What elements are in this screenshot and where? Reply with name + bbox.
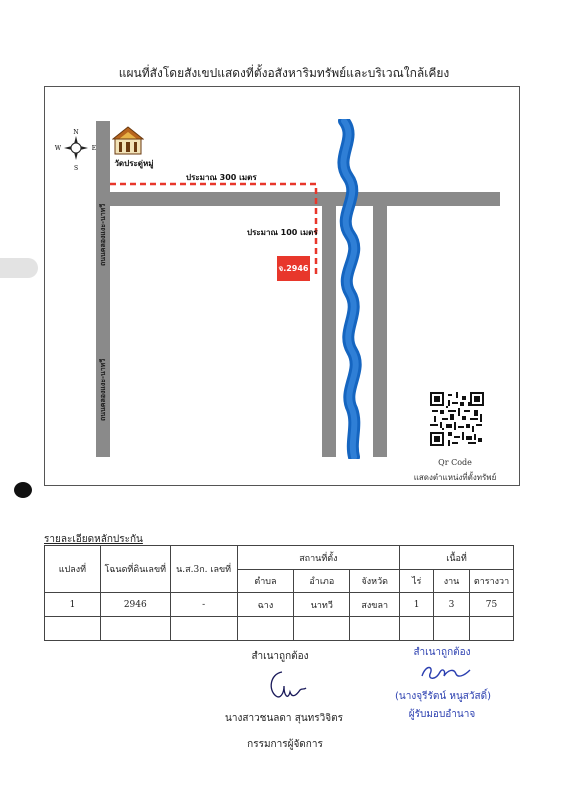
header-ns3k: น.ส.3ก. เลขที่ [170,546,237,593]
distance-100-label: ประมาณ 100 เมตร [247,228,318,237]
header-seq: แปลงที่ [45,546,101,593]
scan-artifact-gray [0,258,38,278]
cell-seq: 1 [45,593,101,617]
header-wa: ตารางวา [470,570,514,593]
header-rai: ไร่ [400,570,434,593]
distance-300-label: ประมาณ 300 เมตร [186,173,257,182]
right-signature [416,660,476,686]
road-label-upper: ถนนคลองแงะ-นาทวี [99,203,107,266]
cell-amphoe: นาทวี [294,593,350,617]
road-label-lower: ถนนคลองแงะ-นาทวี [99,358,107,421]
header-ngan: งาน [434,570,470,593]
cell-ngan: 3 [434,593,470,617]
cell-wa: 75 [470,593,514,617]
temple-label: วัดประดู่หมู่ [114,159,154,168]
right-certify-text: สำเนาถูกต้อง [413,647,471,658]
header-province: จังหวัด [350,570,400,593]
compass-icon [54,126,98,176]
left-signer-name: นางสาวชนลดา สุนทรวิจิตร [225,713,343,724]
cell-ns3k: - [170,593,237,617]
cell-tambon: ฉาง [237,593,294,617]
left-signer-position: กรรมการผู้จัดการ [247,739,323,750]
cell-deed: 2946 [100,593,170,617]
header-tambon: ตำบล [237,570,294,593]
qr-caption-title: Qr Code [438,458,472,467]
section-title: รายละเอียดหลักประกัน [44,534,143,545]
temple-icon [112,126,144,156]
compass-east: E [91,145,97,152]
cell-province: สงขลา [350,593,400,617]
compass-west: W [54,145,62,152]
header-location: สถานที่ตั้ง [237,546,400,570]
right-signer-name: (นางจุรีรัตน์ หนูสวัสดิ์) [395,691,491,702]
table-row [45,593,514,617]
document-title: แผนที่สังโดยสังเขปแสดงที่ตั้งอสังหาริมทรัพย์และบริเวณใกล้เคียง [118,66,450,80]
qr-caption-desc: แสดงตำแหน่งที่ตั้งทรัพย์ [413,473,497,482]
river [328,119,376,459]
plot-marker: จ.2946 [277,256,310,281]
left-signature [262,666,308,704]
table-row-empty [45,617,514,641]
cell-rai: 1 [400,593,434,617]
header-deed: โฉนดที่ดินเลขที่ [100,546,170,593]
compass-south: S [73,165,79,172]
header-area: เนื้อที่ [400,546,514,570]
left-certify-text: สำเนาถูกต้อง [251,651,309,662]
compass-north: N [73,129,79,136]
details-table [44,545,514,641]
scan-artifact-hole [14,482,32,498]
header-amphoe: อำเภอ [294,570,350,593]
right-signer-position: ผู้รับมอบอำนาจ [408,709,476,720]
qr-code-icon [430,392,484,446]
